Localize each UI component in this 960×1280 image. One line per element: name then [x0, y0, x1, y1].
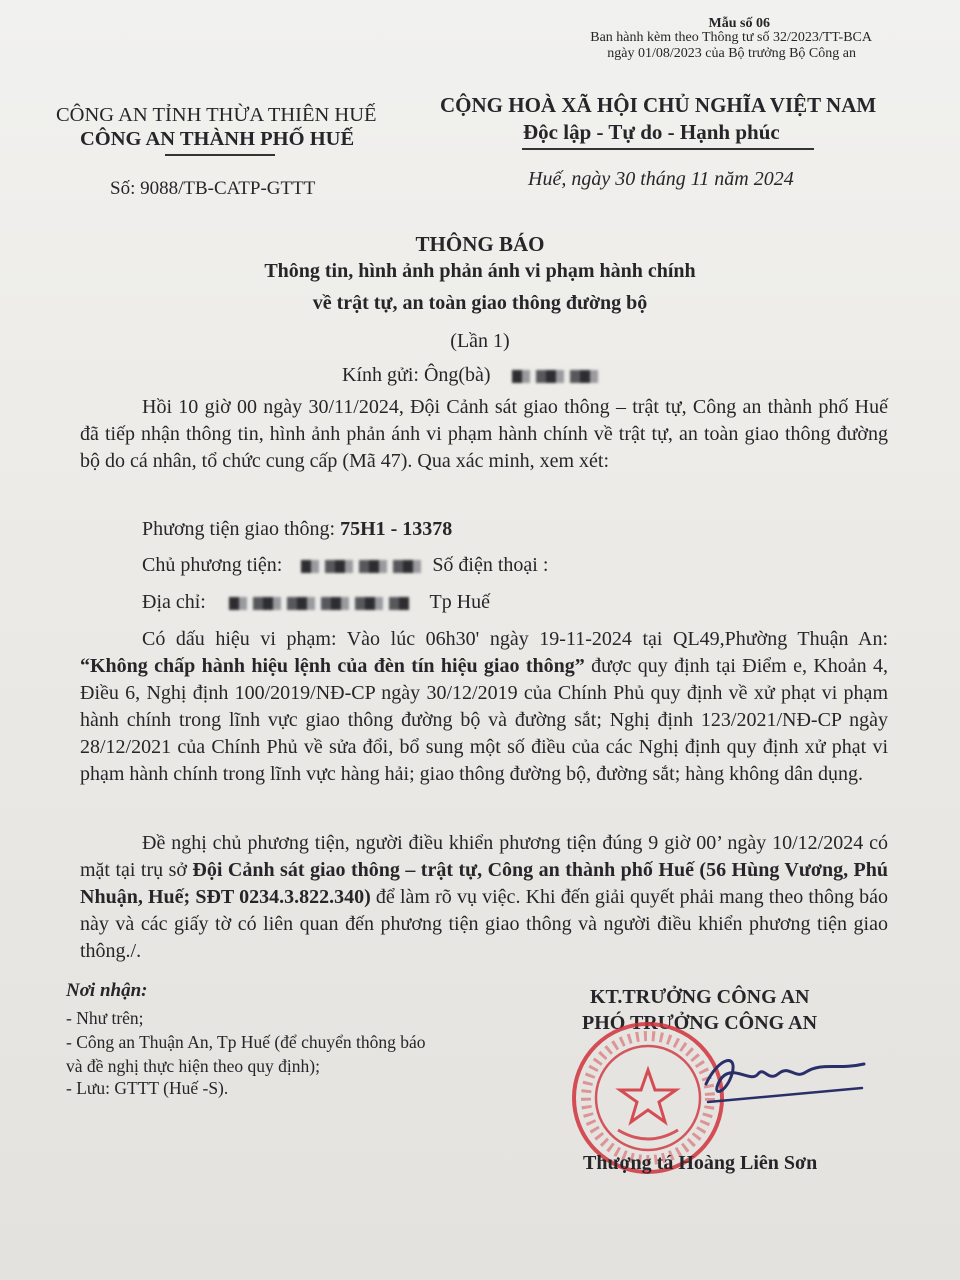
recipient-item: - Công an Thuận An, Tp Huế (để chuyển thông báo: [66, 1032, 426, 1052]
org-parent: CÔNG AN TỈNH THỪA THIÊN HUẾ: [56, 104, 377, 126]
vehicle-plate: 75H1 - 13378: [340, 518, 453, 540]
request-end: để làm rõ vụ việc. Khi đến giải quyết phải mang theo thông báo này và các giấy tờ có liên quan đến phương tiện giao thông và người điều khiển phương tiện giao thông./.: [80, 886, 889, 962]
form-issued-line-1: Ban hành kèm theo Thông tư số 32/2023/TT-BCA: [590, 30, 872, 45]
vehicle-line: [142, 518, 452, 541]
recipient-item: - Như trên;: [66, 1008, 144, 1028]
recipient-label: Kính gửi: Ông(bà): [342, 364, 491, 386]
vehicle-label: Phương tiện giao thông:: [142, 518, 341, 540]
address-city: Tp Huế: [429, 591, 491, 613]
redacted-owner: [301, 560, 421, 573]
recipient-item: và đề nghị thực hiện theo quy định);: [66, 1056, 320, 1076]
owner-label: Chủ phương tiện:: [142, 554, 283, 576]
request-place: Đội Cảnh sát giao thông – trật tự, Công an thành phố Huế (56 Hùng Vương, Phú Nhuận, Huế; SĐT 0234.3.822.340): [80, 859, 889, 908]
form-issued-line-2: ngày 01/08/2023 của Bộ trưởng Bộ Công an: [607, 46, 856, 61]
violation-legal-basis: được quy định tại Điểm e, Khoản 4, Điều 6, Nghị định 100/2019/NĐ-CP ngày 30/12/2019 của Chính Phủ quy định về xử phạt vi phạm hành chính trong lĩnh vực giao thông đường bộ và đường sắt; Nghị định 123/2021/NĐ-CP ngày 28/12/2021 của Chính Phủ về sửa đổi, bổ sung một số điều của các Nghị định quy định xử phạt vi phạm hành chính trong lĩnh vực hàng hải; giao thông đường bộ, đường sắt; hàng không dân dụng.: [80, 655, 888, 785]
motto-underline: [522, 148, 814, 150]
recipient-line: [342, 364, 600, 387]
signature-title-2: PHÓ TRƯỞNG CÔNG AN: [582, 1012, 818, 1034]
owner-line: [142, 554, 548, 577]
form-number: Mẫu số 06: [708, 16, 770, 31]
paragraph-intro: [80, 394, 888, 475]
org-name: CÔNG AN THÀNH PHỐ HUẾ: [80, 128, 355, 150]
recipients-heading: Nơi nhận:: [66, 980, 148, 1001]
redacted-name: [512, 370, 600, 383]
address-line: [142, 591, 490, 614]
paragraph-violation: [80, 626, 888, 788]
recipient-item: - Lưu: GTTT (Huế -S).: [66, 1078, 229, 1098]
violation-description: “Không chấp hành hiệu lệnh của đèn tín hiệu giao thông”: [80, 655, 585, 677]
handwritten-signature-icon: [698, 1044, 868, 1114]
signer-name: Thượng tá Hoàng Liên Sơn: [583, 1152, 818, 1174]
address-label: Địa chỉ:: [142, 591, 206, 613]
signature-title-1: KT.TRƯỞNG CÔNG AN: [590, 986, 810, 1008]
paragraph-intro-text: Hồi 10 giờ 00 ngày 30/11/2024, Đội Cảnh sát giao thông – trật tự, Công an thành phố Huế đã tiếp nhận thông tin, hình ảnh phản ánh vi phạm hành chính về trật tự, an toàn giao thông đường bộ do cá nhân, tổ chức cung cấp (Mã 47). Qua xác minh, xem xét:: [80, 396, 888, 472]
document-subtitle-2: về trật tự, an toàn giao thông đường bộ: [312, 292, 648, 314]
phone-label: Số điện thoại :: [432, 554, 549, 576]
document-number: Số: 9088/TB-CATP-GTTT: [110, 178, 316, 199]
violation-intro: Có dấu hiệu vi phạm: Vào lúc 06h30' ngày 19-11-2024 tại QL49,Phường Thuận An:: [142, 628, 888, 650]
paragraph-request: [80, 830, 888, 965]
redacted-address: [229, 597, 409, 610]
place-date: Huế, ngày 30 tháng 11 năm 2024: [528, 168, 794, 190]
org-underline: [165, 154, 275, 156]
request-intro: Đề nghị chủ phương tiện, người điều khiển phương tiện đúng 9 giờ 00’ ngày 10/12/2024 có mặt tại trụ sở: [80, 832, 888, 881]
notice-round: (Lần 1): [450, 330, 510, 352]
motto: Độc lập - Tự do - Hạnh phúc: [523, 120, 780, 144]
nation-name: CỘNG HOÀ XÃ HỘI CHỦ NGHĨA VIỆT NAM: [440, 93, 877, 117]
document-title: THÔNG BÁO: [415, 232, 545, 256]
document-subtitle-1: Thông tin, hình ảnh phản ánh vi phạm hành chính: [264, 260, 696, 282]
